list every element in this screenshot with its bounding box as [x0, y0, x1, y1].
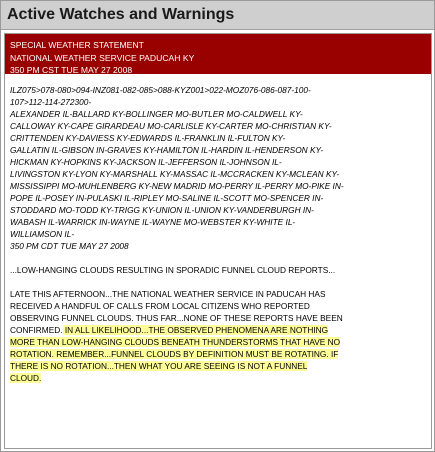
zone-line: WABASH IL-WARRICK IN-WAYNE IL-WAYNE MO-WEBSTER KY-WHITE IL- — [10, 217, 296, 227]
highlighted-text: ROTATION. REMEMBER...FUNNEL CLOUDS BY DEFINITION MUST BE ROTATING. IF — [10, 349, 339, 359]
zone-line: LIVINGSTON KY-LYON KY-MARSHALL KY-MASSAC IL-MCCRACKEN KY-MCLEAN KY- — [10, 169, 340, 179]
paragraph-line: LATE THIS AFTERNOON...THE NATIONAL WEATHER SERVICE IN PADUCAH HAS — [10, 289, 326, 299]
spacer — [10, 276, 423, 288]
banner-issue-time: 350 PM CST TUE MAY 27 2008 — [10, 65, 133, 75]
banner-issuer: NATIONAL WEATHER SERVICE PADUCAH KY — [10, 52, 195, 63]
paragraph-line — [10, 372, 423, 384]
highlighted-text: CLOUD. — [10, 373, 42, 383]
paragraph-line: OBSERVING FUNNEL CLOUDS. THUS FAR...NONE OF THESE REPORTS HAVE BEEN — [10, 313, 343, 323]
widget-title: Active Watches and Warnings — [7, 6, 235, 23]
zone-line: WILLIAMSON IL- — [10, 229, 75, 239]
spacer — [10, 252, 423, 264]
paragraph-line — [10, 324, 423, 336]
zone-line: GALLATIN IL-GIBSON IN-GRAVES KY-HAMILTON IL-HARDIN IL-HENDERSON KY- — [10, 145, 324, 155]
paragraph-line — [10, 336, 423, 348]
widget-header — [1, 1, 434, 30]
zone-line: CRITTENDEN KY-DAVIESS KY-EDWARDS IL-FRANKLIN IL-FULTON KY- — [10, 133, 286, 143]
paragraph-text: CONFIRMED. — [10, 325, 63, 335]
zone-line: HICKMAN KY-HOPKINS KY-JACKSON IL-JEFFERSON IL-JOHNSON IL- — [10, 157, 282, 167]
statement-local-time: 350 PM CDT TUE MAY 27 2008 — [10, 241, 129, 251]
zone-line: ILZ075>078-080>094-INZ081-082-085>088-KYZ001>022-MOZ076-086-087-100- — [10, 85, 311, 95]
paragraph-line: RECEIVED A HANDFUL OF CALLS FROM LOCAL CITIZENS WHO REPORTED — [10, 301, 310, 311]
banner-statement-type: SPECIAL WEATHER STATEMENT — [10, 40, 144, 50]
statement-headline: ...LOW-HANGING CLOUDS RESULTING IN SPORADIC FUNNEL CLOUD REPORTS... — [10, 265, 336, 275]
statement-panel[interactable] — [4, 33, 432, 449]
paragraph-line — [10, 360, 423, 372]
zone-line: STODDARD MO-TODD KY-TRIGG KY-UNION IL-UNION KY-VANDERBURGH IN- — [10, 205, 314, 215]
highlighted-text: MORE THAN LOW-HANGING CLOUDS BENEATH THUNDERSTORMS THAT HAVE NO — [10, 337, 341, 347]
highlighted-text: IN ALL LIKELIHOOD...THE OBSERVED PHENOMENA ARE NOTHING — [62, 325, 329, 335]
zone-line: CALLOWAY KY-CAPE GIRARDEAU MO-CARLISLE KY-CARTER MO-CHRISTIAN KY- — [10, 121, 332, 131]
zone-line: MISSISSIPPI MO-MUHLENBERG KY-NEW MADRID MO-PERRY IL-PERRY MO-PIKE IN- — [10, 181, 344, 191]
highlighted-text: THERE IS NO ROTATION...THEN WHAT YOU ARE SEEING IS NOT A FUNNEL — [10, 361, 308, 371]
zone-line: POPE IL-POSEY IN-PULASKI IL-RIPLEY MO-SALINE IL-SCOTT MO-SPENCER IN- — [10, 193, 324, 203]
zone-line: 107>112-114-272300- — [10, 97, 92, 107]
statement-paragraph — [10, 288, 423, 384]
statement-banner — [5, 34, 431, 74]
statement-body — [5, 74, 431, 384]
paragraph-line — [10, 348, 423, 360]
zone-line: ALEXANDER IL-BALLARD KY-BOLLINGER MO-BUTLER MO-CALDWELL KY- — [10, 109, 303, 119]
zone-list — [10, 84, 423, 252]
